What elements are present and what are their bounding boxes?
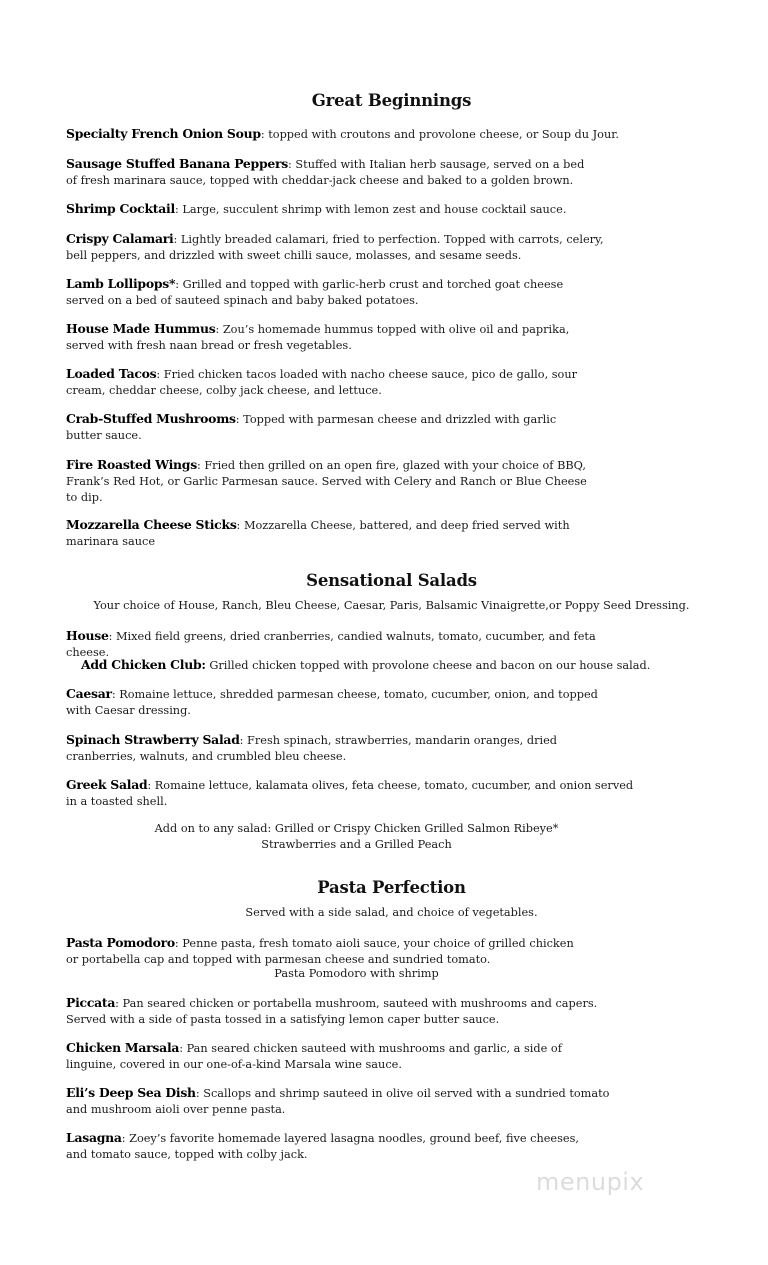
item-desc: : Zou’s homemade hummus topped with olive oil and paprika, served with fresh naan bread or fresh vegetables. xyxy=(66,323,570,352)
item-name: Crab-Stuffed Mushrooms xyxy=(66,411,236,426)
pasta-note: Served with a side salad, and choice of vegetables. xyxy=(245,906,538,919)
item-name: Fire Roasted Wings xyxy=(66,457,197,472)
item-desc: : Fried chicken tacos loaded with nacho cheese sauce, pico de gallo, sour cream, cheddar cheese, colby jack cheese, and lettuce. xyxy=(66,368,578,397)
addon-line-1: Add on to any salad: Grilled or Crispy Chicken Grilled Salmon Ribeye* xyxy=(154,822,559,835)
addon-line-2: Strawberries and a Grilled Peach xyxy=(261,838,452,851)
menu-item-mozzarella-sticks xyxy=(66,517,611,550)
item-desc: : Large, succulent shrimp with lemon zest and house cocktail sauce. xyxy=(174,203,567,216)
menu-item-lamb-lollipops xyxy=(66,276,596,309)
item-name: Specialty French Onion Soup xyxy=(66,126,261,141)
item-desc: : Scallops and shrimp sauteed in olive oil served with a sundried tomato and mushroom aioli over penne pasta. xyxy=(66,1087,610,1116)
pomodoro-shrimp-option xyxy=(0,966,768,982)
item-name: Loaded Tacos xyxy=(66,366,157,381)
menu-item-banana-peppers xyxy=(66,156,586,189)
item-name: Crispy Calamari xyxy=(66,231,174,246)
menu-item-shrimp-cocktail xyxy=(66,201,636,218)
item-desc: : Pan seared chicken sauteed with mushrooms and garlic, a side of linguine, covered in our one-of-a-kind Marsala wine sauce. xyxy=(66,1042,562,1071)
item-name: Chicken Marsala xyxy=(66,1040,180,1055)
menu-item-deep-sea-dish xyxy=(66,1085,621,1118)
item-name: Greek Salad xyxy=(66,777,148,792)
menu-item-french-onion-soup xyxy=(66,126,636,143)
salad-addons xyxy=(0,821,768,853)
section-title-beginnings: Great Beginnings xyxy=(311,91,472,110)
item-desc: : topped with croutons and provolone cheese, or Soup du Jour. xyxy=(260,128,619,141)
menupix-watermark: menupix xyxy=(536,1168,645,1196)
menu-item-loaded-tacos xyxy=(66,366,606,399)
item-name: Add Chicken Club: xyxy=(81,657,206,672)
menu-item-crab-mushrooms xyxy=(66,411,586,444)
item-desc: : Fresh spinach, strawberries, mandarin oranges, dried cranberries, walnuts, and crumbled bleu cheese. xyxy=(66,734,558,763)
item-desc: : Romaine lettuce, kalamata olives, feta cheese, tomato, cucumber, and onion served in a toasted shell. xyxy=(66,779,634,808)
menu-item-fire-roasted-wings xyxy=(66,457,591,506)
item-desc: : Mixed field greens, dried cranberries, candied walnuts, tomato, cucumber, and feta cheese. xyxy=(66,630,596,659)
menu-item-lasagna xyxy=(66,1130,596,1163)
item-name: Mozzarella Cheese Sticks xyxy=(66,517,237,532)
item-name: Shrimp Cocktail xyxy=(66,201,175,216)
item-desc: Grilled chicken topped with provolone cheese and bacon on our house salad. xyxy=(205,659,651,672)
menu-item-chicken-marsala xyxy=(66,1040,611,1073)
item-desc: : Penne pasta, fresh tomato aioli sauce, your choice of grilled chicken or portabella cap and topped with parmesan cheese and sundried tomato. xyxy=(66,937,574,966)
item-name: Spinach Strawberry Salad xyxy=(66,732,240,747)
item-name: Lasagna xyxy=(66,1130,122,1145)
item-name: Caesar xyxy=(66,686,112,701)
salads-dressing-note: Your choice of House, Ranch, Bleu Cheese, Caesar, Paris, Balsamic Vinaigrette,or Poppy Seed Dressing. xyxy=(93,599,690,612)
item-name: Pasta Pomodoro xyxy=(66,935,175,950)
item-desc: : Pan seared chicken or portabella mushroom, sauteed with mushrooms and capers. Served with a side of pasta tossed in a satisfying lemon caper butter sauce. xyxy=(66,997,598,1026)
section-title-pasta: Pasta Perfection xyxy=(317,878,466,897)
menu-item-greek-salad xyxy=(66,777,636,810)
item-name: Piccata xyxy=(66,995,116,1010)
menu-item-piccata xyxy=(66,995,601,1028)
item-desc: : Fried then grilled on an open fire, glazed with your choice of BBQ, Frank’s Red Hot, or Garlic Parmesan sauce. Served with Celery and Ranch or Blue Cheese to dip. xyxy=(66,459,587,504)
item-desc: : Zoey’s favorite homemade layered lasagna noodles, ground beef, five cheeses, and tomato sauce, topped with colby jack. xyxy=(66,1132,579,1161)
item-desc: : Stuffed with Italian herb sausage, served on a bed of fresh marinara sauce, topped with cheddar-jack cheese and baked to a golden brown. xyxy=(66,158,585,187)
item-desc: : Grilled and topped with garlic-herb crust and torched goat cheese served on a bed of sauteed spinach and baby baked potatoes. xyxy=(66,278,564,307)
menu-item-chicken-club xyxy=(81,657,651,674)
item-name: Sausage Stuffed Banana Peppers xyxy=(66,156,289,171)
menu-item-crispy-calamari xyxy=(66,231,606,264)
menu-item-caesar-salad xyxy=(66,686,616,719)
item-name: Eli’s Deep Sea Dish xyxy=(66,1085,196,1100)
menu-item-spinach-strawberry xyxy=(66,732,621,765)
section-title-salads: Sensational Salads xyxy=(306,571,477,590)
item-desc: : Lightly breaded calamari, fried to perfection. Topped with carrots, celery, bell peppers, and drizzled with sweet chilli sauce, molasses, and sesame seeds. xyxy=(66,233,604,262)
item-desc: : Topped with parmesan cheese and drizzled with garlic butter sauce. xyxy=(66,413,557,442)
item-desc: : Romaine lettuce, shredded parmesan cheese, tomato, cucumber, onion, and topped with Caesar dressing. xyxy=(66,688,598,717)
item-name: House xyxy=(66,628,109,643)
menu-item-hummus xyxy=(66,321,601,354)
pomodoro-extra: Pasta Pomodoro with shrimp xyxy=(274,967,439,980)
item-desc: : Mozzarella Cheese, battered, and deep fried served with marinara sauce xyxy=(66,519,570,548)
menu-item-pasta-pomodoro xyxy=(66,935,586,968)
item-name: Lamb Lollipops* xyxy=(66,276,176,291)
item-name: House Made Hummus xyxy=(66,321,216,336)
